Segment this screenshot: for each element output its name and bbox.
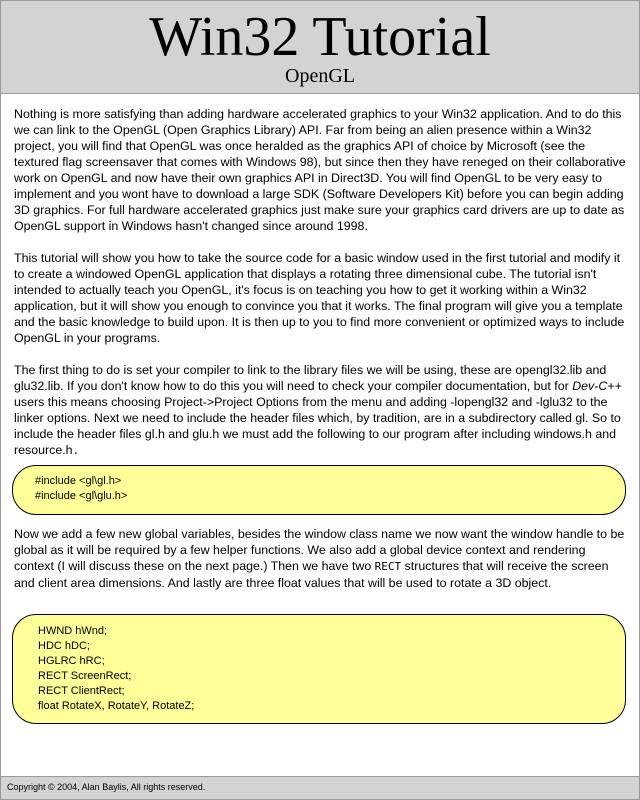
code-block-globals [12,614,626,724]
devcpp-term: Dev-C++ [572,379,622,393]
code-line: #include <gl\glu.h> [35,490,128,502]
code-line: HGLRC hRC; [38,655,105,667]
code-line: #include <gl\gl.h> [35,475,122,487]
paragraph-linking-text-b: users this means choosing Project->Project Options from the menu and adding -lopengl32 and -lglu32 to the linker options. Next we need to include the header files which, by tradition, are in a subdirectory called gl. So to include the header files gl.h and glu.h we must add the following to our program after including windows.h and resource.h [14,395,621,457]
paragraph-globals-text-b: structures that will receive the screen and client area dimensions. And lastly are three float values that will be used to rotate a 3D object. [14,559,609,590]
code-line: RECT ScreenRect; [38,670,132,682]
page-header [0,0,640,94]
paragraph-overview: This tutorial will show you how to take the source code for a basic window used in the first tutorial and modify it to create a windowed OpenGL application that displays a rotating three dimensional cube. The tutorial isn't intended to actually teach you OpenGL, it's focus is on teaching you how to get it working within a Win32 application, but it will show you enough to convince you that it works. The final program will give you a template and the basic knowledge to build upon. It is then up to you to find more convenient or optimized ways to include OpenGL in your programs. [14,251,625,345]
code-block-includes [12,465,626,515]
rect-keyword: RECT [374,560,402,573]
page-subtitle: OpenGL [285,65,355,87]
page-title: Win32 Tutorial [149,6,491,68]
copyright-text: Copyright © 2004, Alan Baylis, All rights reserved. [7,782,206,792]
code-line: HWND hWnd; [38,625,108,637]
code-line: RECT ClientRect; [38,685,125,697]
paragraph-linking-text-a: The first thing to do is set your compiler to link to the library files we will be using, these are opengl32.lib and glu32.lib. If you don't know how to do this you will need to check your compiler documentation, but for [14,363,607,393]
code-line: HDC hDC; [38,640,90,652]
code-line: float RotateX, RotateY, RotateZ; [38,700,195,712]
paragraph-globals [14,526,626,591]
article-content [14,106,626,475]
paragraph-globals-text-a: Now we add a few new global variables, besides the window class name we now want the window handle to be global as it will be required by a few helper functions. We also add a global device context and rendering context (I will discuss these on the next page.) Then we have two [14,527,625,573]
paragraph-linking-period: . [72,444,80,457]
paragraph-linking [14,362,626,459]
paragraph-intro: Nothing is more satisfying than adding hardware accelerated graphics to your Win32 application. And to do this we can link to the OpenGL (Open Graphics Library) API. Far from being an alien presence within a Win32 project, you will find that OpenGL was once heralded as the graphics API of choice by Microsoft (see the textured flag screensaver that comes with Windows 98), but since then they have reneged on their collaborative work on OpenGL and now have their own graphics API in Direct3D. You will find OpenGL to be very easy to implement and you wont have to download a large SDK (Software Developers Kit) before you can begin adding 3D graphics. For full hardware accelerated graphics just make sure your graphics card drivers are up to date as OpenGL support in Windows hasn't changed since around 1998. [14,107,626,233]
page-footer [0,776,640,800]
